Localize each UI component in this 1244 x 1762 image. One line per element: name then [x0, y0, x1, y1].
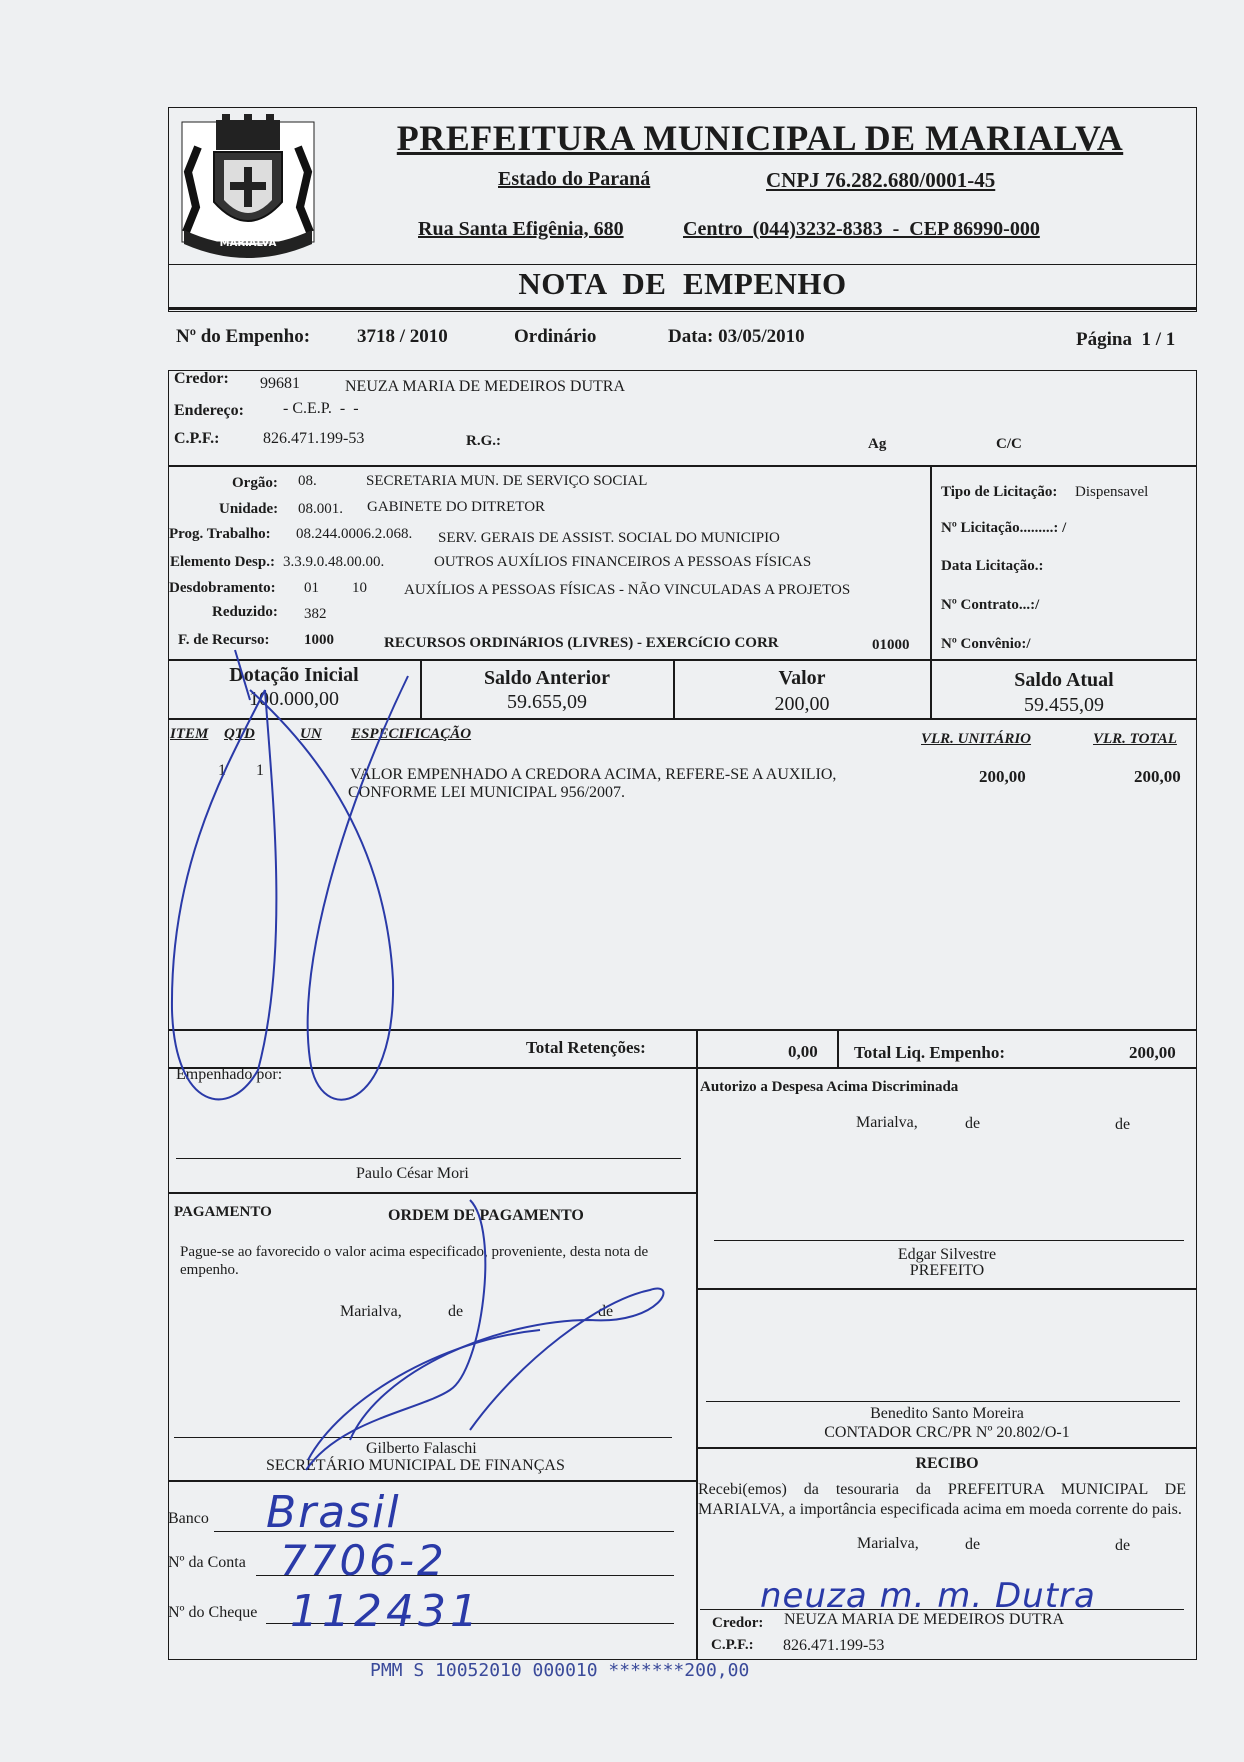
col-header-vlr-total: VLR. TOTAL	[1093, 731, 1177, 747]
secretario-name: Gilberto Falaschi	[366, 1440, 477, 1457]
page-number: Página 1 / 1	[1076, 329, 1176, 350]
total-retencoes-label: Total Retenções:	[526, 1038, 646, 1057]
banco-handwritten: Brasil	[266, 1487, 401, 1538]
endereco-label: Endereço:	[174, 402, 244, 419]
empenho-number: 3718 / 2010	[357, 326, 448, 347]
rg-label: R.G.:	[466, 433, 501, 449]
numero-licitacao: Nº Licitação.........: /	[941, 520, 1067, 536]
cnpj: CNPJ 76.282.680/0001-45	[766, 168, 996, 192]
prefeito-title: PREFEITO	[909, 1262, 985, 1279]
autorizo-place: Marialva,	[856, 1114, 918, 1131]
contador-name: Benedito Santo Moreira	[870, 1405, 1024, 1422]
cpf-value: 826.471.199-53	[263, 430, 365, 447]
dotacao-inicial-label: Dotação Inicial	[229, 664, 359, 686]
pagamento-de-1: de	[448, 1303, 464, 1320]
credor-code: 99681	[260, 375, 300, 392]
total-retencoes-value: 0,00	[788, 1042, 818, 1061]
orgao-desc: SECRETARIA MUN. DE SERVIÇO SOCIAL	[366, 473, 648, 489]
recibo-credor-name: NEUZA MARIA DE MEDEIROS DUTRA	[784, 1611, 1064, 1628]
saldo-anterior-label: Saldo Anterior	[483, 667, 611, 689]
saldo-atual-value: 59.455,09	[1024, 694, 1104, 716]
address-contact: Centro (044)3232-8383 - CEP 86990-000	[683, 218, 1040, 240]
total-liq-value: 200,00	[1129, 1043, 1176, 1062]
col-header-qtd: QTD	[224, 726, 255, 742]
recibo-title: RECIBO	[915, 1455, 979, 1472]
endereco-value: - C.E.P. - -	[283, 400, 359, 417]
cpf-label: C.P.F.:	[174, 430, 220, 447]
tipo-licitacao-label: Tipo de Licitação:	[941, 484, 1058, 500]
ordem-pagamento-label: ORDEM DE PAGAMENTO	[388, 1207, 584, 1224]
crest-icon	[178, 112, 318, 258]
empenhado-por-name: Paulo César Mori	[356, 1165, 469, 1182]
desdobramento-code-1: 01	[304, 580, 319, 596]
valor-value: 200,00	[774, 693, 830, 715]
autorizo-de-1: de	[965, 1115, 981, 1132]
col-header-item: ITEM	[170, 726, 209, 742]
unidade-label: Unidade:	[219, 501, 279, 517]
reduzido-value: 382	[304, 606, 327, 622]
empenho-type: Ordinário	[514, 326, 597, 347]
cc-label: C/C	[996, 436, 1022, 452]
recurso-code: 1000	[304, 632, 334, 648]
col-header-un: UN	[300, 726, 322, 742]
orgao-label: Orgão:	[232, 475, 278, 491]
banco-label: Banco	[168, 1510, 209, 1527]
elemento-desc: OUTROS AUXÍLIOS FINANCEIROS A PESSOAS FÍSICAS	[434, 554, 812, 570]
total-liq-label: Total Liq. Empenho:	[854, 1043, 1005, 1062]
street-address: Rua Santa Efigênia, 680	[418, 218, 624, 240]
prog-trabalho-label: Prog. Trabalho:	[169, 526, 271, 542]
autorizo-de-2: de	[1115, 1116, 1131, 1133]
credor-name: NEUZA MARIA DE MEDEIROS DUTRA	[345, 378, 625, 395]
recurso-desc: RECURSOS ORDINáRIOS (LIVRES) - EXERCíCIO CORR	[384, 635, 779, 651]
recurso-label: F. de Recurso:	[178, 632, 270, 648]
dotacao-inicial-value: 100.000,00	[249, 688, 339, 710]
elemento-code: 3.3.9.0.48.00.00.	[283, 554, 385, 570]
prog-trabalho-desc: SERV. GERAIS DE ASSIST. SOCIAL DO MUNICIPIO	[438, 530, 780, 546]
col-header-especificacao: ESPECIFICAÇÃO	[351, 726, 472, 742]
cheque-label: Nº do Cheque	[168, 1604, 258, 1621]
recibo-credor-label: Credor:	[712, 1615, 764, 1631]
col-header-vlr-unitario: VLR. UNITÁRIO	[921, 731, 1032, 747]
desdobramento-label: Desdobramento:	[169, 580, 276, 596]
autorizo-text: Autorizo a Despesa Acima Discriminada	[700, 1079, 959, 1095]
tipo-licitacao-value: Dispensavel	[1075, 484, 1149, 500]
cheque-handwritten: 112431	[290, 1586, 482, 1637]
desdobramento-desc: AUXÍLIOS A PESSOAS FÍSICAS - NÃO VINCULADAS A PROJETOS	[404, 582, 851, 598]
conta-label: Nº da Conta	[168, 1554, 246, 1571]
pague-se-text: Pague-se ao favorecido o valor acima especificado, proveniente, desta nota de empenho.	[180, 1244, 649, 1278]
conta-handwritten: 7706-2	[280, 1536, 447, 1585]
document-title: NOTA DE EMPENHO	[518, 266, 847, 301]
empenho-date: Data: 03/05/2010	[668, 326, 805, 347]
item-qtd: 1	[256, 762, 264, 779]
data-licitacao: Data Licitação.:	[941, 558, 1044, 574]
contador-title: CONTADOR CRC/PR Nº 20.802/O-1	[824, 1424, 1070, 1441]
empenhado-por-label: Empenhado por:	[176, 1066, 283, 1083]
recibo-de-1: de	[965, 1536, 981, 1553]
ag-label: Ag	[868, 436, 887, 452]
elemento-label: Elemento Desp.:	[170, 554, 275, 570]
numero-convenio: Nº Convênio:/	[941, 636, 1031, 652]
mechanical-stamp: PMM S 10052010 000010 *******200,00	[370, 1660, 750, 1681]
municipality-title: PREFEITURA MUNICIPAL DE MARIALVA	[396, 118, 1124, 158]
recibo-place: Marialva,	[857, 1535, 919, 1552]
item-number: 1	[218, 762, 226, 779]
recurso-code-2: 01000	[872, 637, 910, 653]
pagamento-place: Marialva,	[340, 1303, 402, 1320]
recibo-cpf-label: C.P.F.:	[711, 1637, 754, 1653]
prefeito-name: Edgar Silvestre	[897, 1246, 997, 1263]
credor-label: Credor:	[174, 370, 229, 387]
item-unit-value: 200,00	[979, 767, 1026, 786]
valor-label: Valor	[778, 667, 826, 689]
saldo-anterior-value: 59.655,09	[507, 691, 587, 713]
state-name: Estado do Paraná	[498, 168, 651, 190]
prog-trabalho-code: 08.244.0006.2.068.	[296, 526, 413, 542]
pagamento-label: PAGAMENTO	[174, 1204, 272, 1220]
recibo-de-2: de	[1115, 1537, 1131, 1554]
secretario-title: SECRETÁRIO MUNICIPAL DE FINANÇAS	[266, 1457, 565, 1474]
orgao-code: 08.	[298, 473, 317, 489]
pagamento-de-2: de	[598, 1303, 614, 1320]
unidade-desc: GABINETE DO DITRETOR	[367, 499, 546, 515]
crest-scroll-text: MARIALVA	[219, 238, 277, 249]
desdobramento-code-2: 10	[352, 580, 367, 596]
item-spec-line-2: CONFORME LEI MUNICIPAL 956/2007.	[348, 784, 626, 801]
numero-contrato: Nº Contrato...:/	[941, 597, 1040, 613]
item-spec-line-1: VALOR EMPENHADO A CREDORA ACIMA, REFERE-SE A AUXILIO,	[350, 766, 837, 783]
credor-signature: neuza m. m. Dutra	[760, 1576, 1096, 1616]
empenho-number-label: Nº do Empenho:	[176, 326, 311, 347]
reduzido-label: Reduzido:	[212, 604, 278, 620]
recibo-cpf-value: 826.471.199-53	[783, 1637, 885, 1654]
item-total-value: 200,00	[1134, 767, 1181, 786]
crest-logo	[178, 112, 318, 258]
saldo-atual-label: Saldo Atual	[1014, 669, 1114, 691]
recibo-text: Recebi(emos) da tesouraria da PREFEITURA MUNICIPAL DE MARIALVA, a importância especificada acima em moeda corrente do pais.	[698, 1481, 1186, 1518]
unidade-code: 08.001.	[298, 501, 343, 517]
